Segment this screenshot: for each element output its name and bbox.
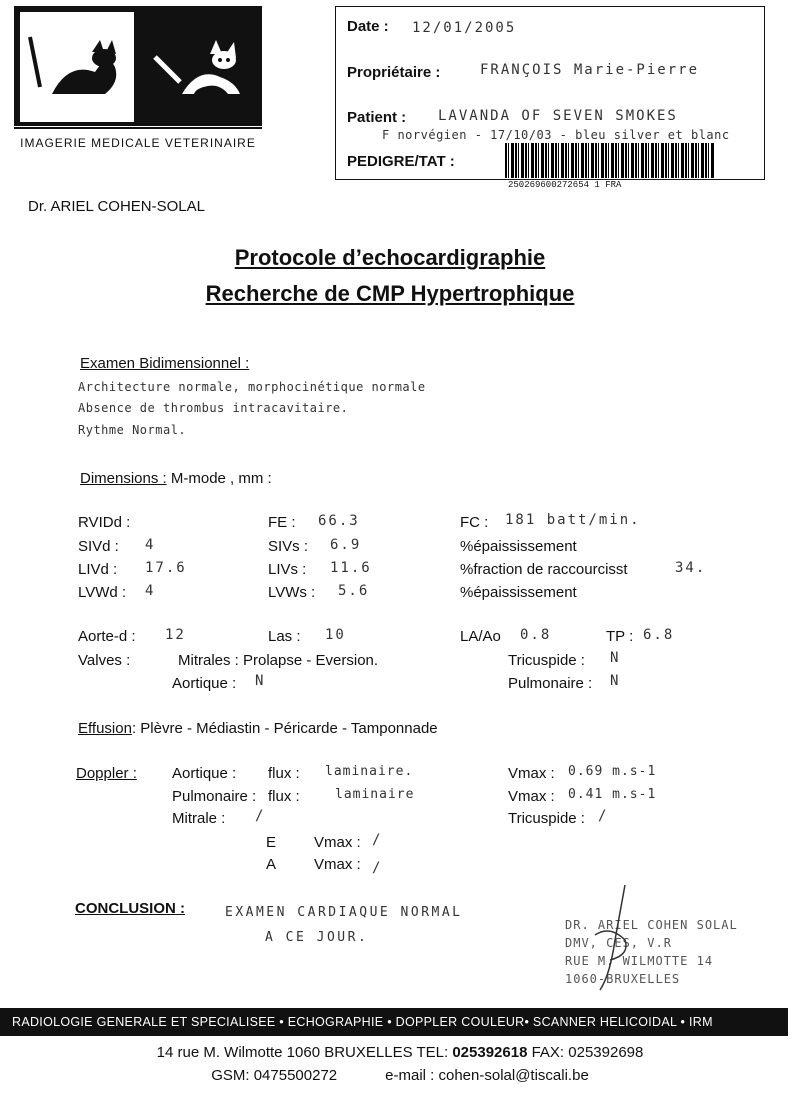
lvws-label: LVWs :: [268, 584, 316, 601]
doppler-a-label: A: [266, 856, 277, 873]
aortique-valve-label: Aortique :: [172, 675, 237, 692]
doppler-tricuspide-value: /: [598, 808, 609, 824]
doppler-a-vmax: /: [372, 860, 383, 876]
date-value: 12/01/2005: [412, 20, 517, 36]
livs-value: 11.6: [330, 560, 372, 576]
footer-contact: GSM: 0475500272 e-mail : cohen-solal@tiscali.be: [211, 1067, 589, 1084]
doppler-pulmonaire-vmax: 0.41 m.s-1: [568, 787, 657, 802]
thickening-label-1: %épaississement: [460, 538, 577, 555]
page-title: Protocole d’echocardigraphie: [234, 245, 546, 270]
shortening-fraction-label: %fraction de raccourcisst: [460, 561, 628, 578]
doppler-e-vmax-label: Vmax :: [314, 834, 361, 851]
pulmonaire-valve-value: N: [610, 673, 621, 689]
tricuspide-value: N: [610, 650, 621, 666]
bidim-note-2: Absence de thrombus intracavitaire.: [78, 401, 349, 415]
lvwd-label: LVWd :: [78, 584, 127, 601]
doppler-label: Doppler :: [76, 765, 137, 782]
aorte-value: 12: [165, 627, 186, 643]
stamp-line-1: DR. ARIEL COHEN SOLAL: [565, 918, 738, 932]
doppler-pulmonaire-label: Pulmonaire :: [172, 788, 257, 805]
barcode-icon: [505, 143, 715, 178]
stamp-line-3: RUE M. WILMOTTE 14: [565, 954, 714, 968]
tp-label: TP :: [606, 628, 634, 645]
aortique-valve-value: N: [255, 673, 266, 689]
doppler-mitrale-value: /: [255, 808, 266, 824]
doppler-e-label: E: [266, 834, 277, 851]
conclusion-line-2: A CE JOUR.: [265, 930, 369, 945]
patient-details: F norvégien - 17/10/03 - bleu silver et blanc: [382, 128, 730, 142]
dimensions-heading: Dimensions : M-mode , mm :: [80, 470, 272, 487]
doppler-pulmonaire-flux-label: flux :: [268, 788, 300, 805]
shortening-fraction-value: 34.: [675, 560, 707, 576]
doppler-aortique-vmax-label: Vmax :: [508, 765, 555, 782]
logo-divider: [14, 127, 262, 129]
pulmonaire-valve-label: Pulmonaire :: [508, 675, 593, 692]
bidim-heading: Examen Bidimensionnel :: [80, 355, 250, 372]
patient-label: Patient :: [347, 109, 407, 126]
doppler-aortique-flux: laminaire.: [325, 764, 414, 779]
doppler-mitrale-label: Mitrale :: [172, 810, 226, 827]
livs-label: LIVs :: [268, 561, 307, 578]
livd-label: LIVd :: [78, 561, 118, 578]
doppler-aortique-vmax: 0.69 m.s-1: [568, 764, 657, 779]
tricuspide-label: Tricuspide :: [508, 652, 585, 669]
tp-value: 6.8: [643, 627, 675, 643]
rvidd-label: RVIDd :: [78, 514, 131, 531]
lvws-value: 5.6: [338, 583, 370, 599]
fe-label: FE :: [268, 514, 296, 531]
las-value: 10: [325, 627, 346, 643]
doppler-aortique-flux-label: flux :: [268, 765, 300, 782]
footer-address: 14 rue M. Wilmotte 1060 BRUXELLES TEL: 025392618 FAX: 025392698: [156, 1044, 644, 1061]
lvwd-value: 4: [145, 583, 156, 599]
owner-value: FRANÇOIS Marie-Pierre: [480, 62, 700, 78]
valves-label: Valves :: [78, 652, 131, 669]
owner-label: Propriétaire :: [347, 64, 441, 81]
doppler-e-vmax: /: [372, 832, 383, 848]
fc-label: FC :: [460, 514, 489, 531]
stamp-line-4: 1060-BRUXELLES: [565, 972, 681, 986]
laao-value: 0.8: [520, 627, 552, 643]
stamp-line-2: DMV, CES, V.R: [565, 936, 672, 950]
date-label: Date :: [347, 18, 389, 35]
conclusion-label: CONCLUSION :: [75, 900, 185, 917]
cat-logo-icon: [20, 12, 262, 122]
barcode-number: 250269600272654 1 FRA: [508, 180, 622, 190]
fc-value: 181 batt/min.: [505, 512, 641, 528]
doppler-pulmonaire-flux: laminaire: [335, 787, 415, 802]
sivd-value: 4: [145, 537, 156, 553]
conclusion-line-1: EXAMEN CARDIAQUE NORMAL: [225, 905, 463, 920]
sivd-label: SIVd :: [78, 538, 119, 555]
logo-caption: IMAGERIE MEDICALE VETERINAIRE: [20, 136, 256, 150]
mitrales-text: Mitrales : Prolapse - Eversion.: [178, 652, 379, 669]
livd-value: 17.6: [145, 560, 187, 576]
signature-icon: [585, 880, 645, 1000]
laao-label: LA/Ao: [460, 628, 501, 645]
page-subtitle: Recherche de CMP Hypertrophique: [205, 281, 575, 306]
las-label: Las :: [268, 628, 301, 645]
doppler-tricuspide-label: Tricuspide :: [508, 810, 585, 827]
doppler-pulmonaire-vmax-label: Vmax :: [508, 788, 555, 805]
thickening-label-2: %épaississement: [460, 584, 577, 601]
patient-name: LAVANDA OF SEVEN SMOKES: [438, 108, 678, 124]
sivs-value: 6.9: [330, 537, 362, 553]
doppler-aortique-label: Aortique :: [172, 765, 237, 782]
sivs-label: SIVs :: [268, 538, 309, 555]
bidim-note-3: Rythme Normal.: [78, 423, 187, 437]
doppler-a-vmax-label: Vmax :: [314, 856, 361, 873]
effusion-line: Effusion: Plèvre - Médiastin - Péricarde - Tamponnade: [78, 720, 438, 737]
pedigree-label: PEDIGRE/TAT :: [347, 153, 455, 170]
footer-services-bar: RADIOLOGIE GENERALE ET SPECIALISEE • ECHOGRAPHIE • DOPPLER COULEUR• SCANNER HELICOIDAL • IRM: [0, 1008, 788, 1036]
doctor-name: Dr. ARIEL COHEN-SOLAL: [28, 198, 205, 215]
fe-value: 66.3: [318, 513, 360, 529]
aorte-label: Aorte-d :: [78, 628, 136, 645]
bidim-note-1: Architecture normale, morphocinétique normale: [78, 380, 426, 394]
